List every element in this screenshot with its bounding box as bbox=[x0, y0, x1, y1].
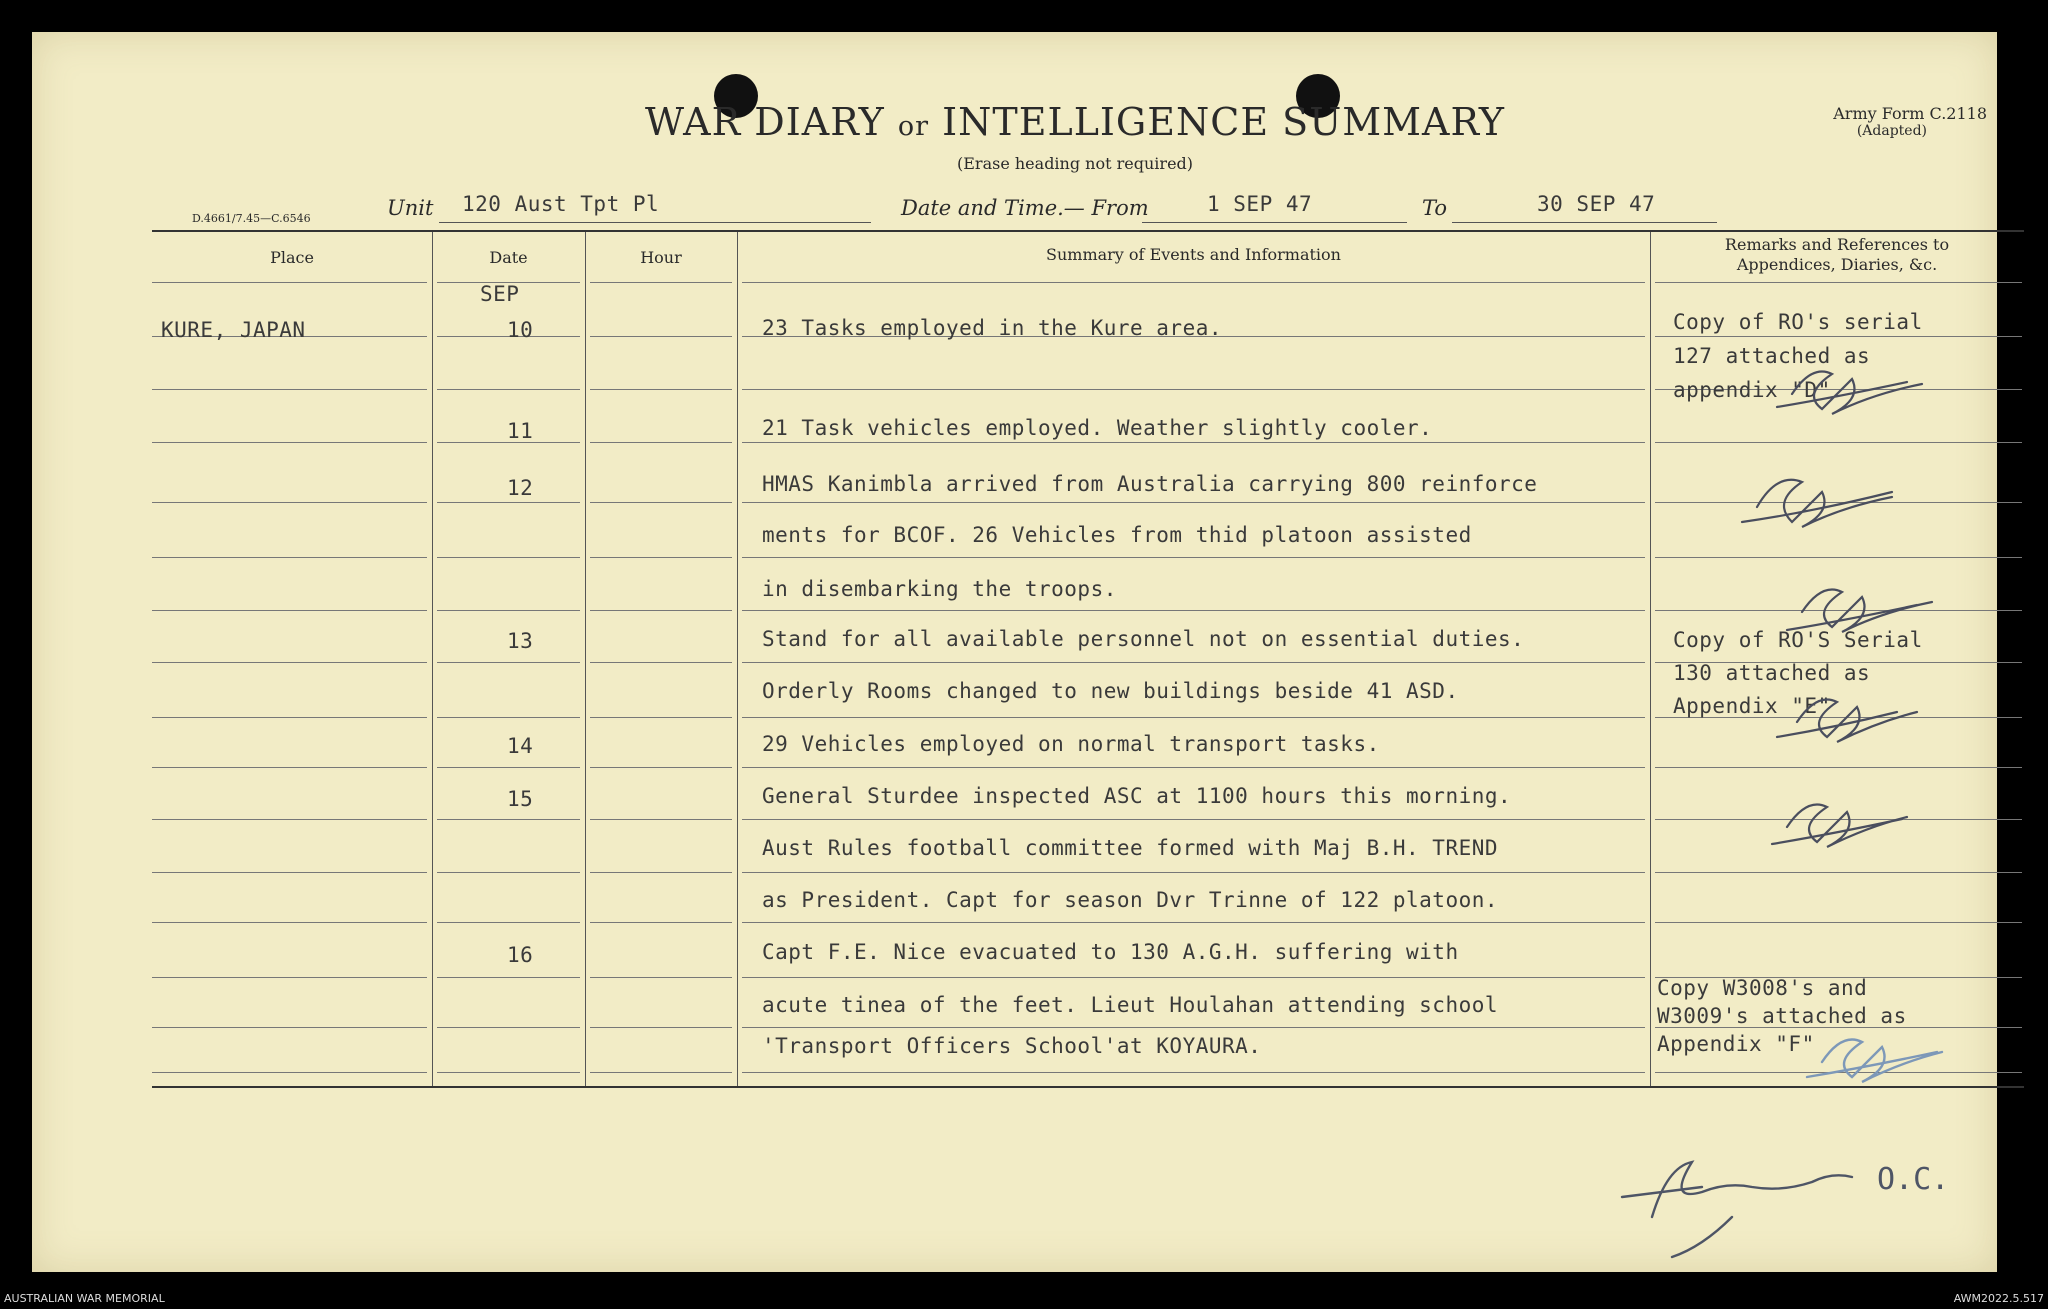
unit-label: Unit bbox=[387, 196, 434, 220]
entry-line-1: 23 Tasks employed in the Kure area. bbox=[762, 316, 1223, 340]
col-header-summary: Summary of Events and Information bbox=[1046, 245, 1341, 264]
form-number: Army Form C.2118 (Adapted) bbox=[1833, 104, 1987, 139]
col-header-hour: Hour bbox=[640, 248, 682, 267]
date-to-value: 30 SEP 47 bbox=[1537, 192, 1656, 216]
month-label: SEP bbox=[480, 282, 520, 306]
date-13: 13 bbox=[507, 629, 534, 653]
form-title: WAR DIARY or INTELLIGENCE SUMMARY bbox=[645, 100, 1506, 144]
entry-line-6: Stand for all available personnel not on essential duties. bbox=[762, 627, 1525, 651]
entry-line-8: 29 Vehicles employed on normal transport tasks. bbox=[762, 732, 1380, 756]
footer-accession: AWM2022.5.517 bbox=[1953, 1292, 2044, 1305]
remark-appendix-f: Copy W3008's and W3009's attached as Appendix "F" bbox=[1657, 976, 1907, 1056]
col-header-place: Place bbox=[270, 248, 314, 267]
date-12: 12 bbox=[507, 476, 534, 500]
date-14: 14 bbox=[507, 734, 534, 758]
entry-line-7: Orderly Rooms changed to new buildings beside 41 ASD. bbox=[762, 679, 1459, 703]
date-to-label: To bbox=[1422, 196, 1448, 220]
date-16: 16 bbox=[507, 943, 534, 967]
entry-line-14: 'Transport Officers School'at KOYAURA. bbox=[762, 1034, 1262, 1058]
col-header-date: Date bbox=[489, 248, 528, 267]
date-10: 10 bbox=[507, 318, 534, 342]
entry-line-4: ments for BCOF. 26 Vehicles from thid platoon assisted bbox=[762, 523, 1472, 547]
entry-line-3: HMAS Kanimbla arrived from Australia carrying 800 reinforce bbox=[762, 472, 1538, 496]
footer-credit: AUSTRALIAN WAR MEMORIAL bbox=[4, 1292, 165, 1305]
date-from-value: 1 SEP 47 bbox=[1207, 192, 1313, 216]
unit-value: 120 Aust Tpt Pl bbox=[462, 192, 660, 216]
date-11: 11 bbox=[507, 419, 534, 443]
diary-sheet bbox=[32, 32, 1997, 1272]
place-cell: KURE, JAPAN bbox=[161, 318, 306, 342]
print-code: D.4661/7.45—C.6546 bbox=[192, 212, 311, 225]
date-from-label: Date and Time.— From bbox=[901, 196, 1149, 220]
col-header-remarks: Remarks and References to Appendices, Diaries, &c. bbox=[1724, 235, 1950, 274]
initials-marks bbox=[32, 32, 1997, 1272]
entry-line-13: acute tinea of the feet. Lieut Houlahan attending school bbox=[762, 993, 1499, 1017]
entry-line-9: General Sturdee inspected ASC at 1100 hours this morning. bbox=[762, 784, 1512, 808]
entry-line-12: Capt F.E. Nice evacuated to 130 A.G.H. suffering with bbox=[762, 940, 1459, 964]
remark-appendix-e: Copy of RO'S Serial 130 attached as Appendix "E" bbox=[1673, 628, 1923, 718]
entry-line-2: 21 Task vehicles employed. Weather slightly cooler. bbox=[762, 416, 1433, 440]
date-15: 15 bbox=[507, 787, 534, 811]
entry-line-5: in disembarking the troops. bbox=[762, 577, 1117, 601]
remark-appendix-d: Copy of RO's serial 127 attached as appendix "D" bbox=[1673, 310, 1923, 402]
entry-line-11: as President. Capt for season Dvr Trinne of 122 platoon. bbox=[762, 888, 1499, 912]
entry-line-10: Aust Rules football committee formed with Maj B.H. TREND bbox=[762, 836, 1499, 860]
form-subtitle: (Erase heading not required) bbox=[957, 154, 1194, 173]
signature-title: O.C. bbox=[1877, 1162, 1950, 1197]
